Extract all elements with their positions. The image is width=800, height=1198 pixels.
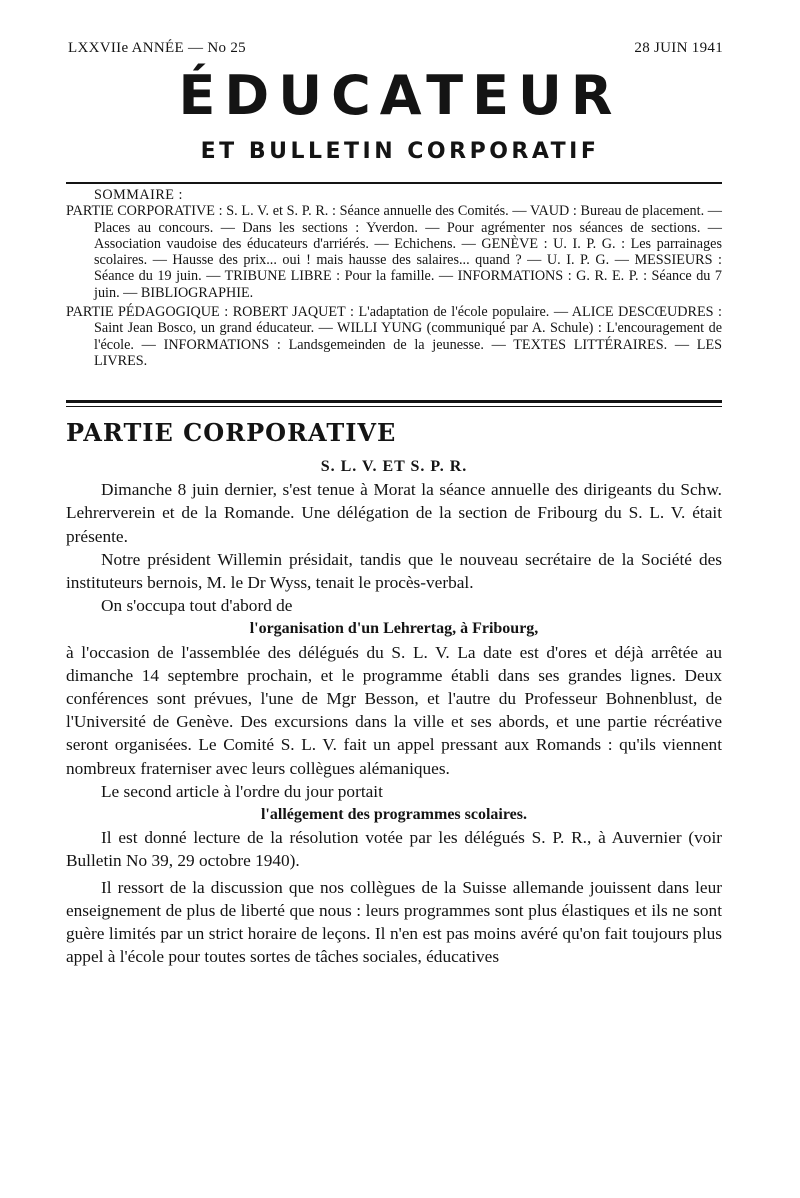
divider-double-thick: [66, 400, 722, 403]
paragraph: On s'occupa tout d'abord de: [101, 596, 293, 616]
paragraph: Il est donné lecture de la résolution votée par les délégués S. P. R., à Auvernier (voir Bulletin No 39, 29 octobre 1940).: [66, 828, 722, 871]
subheading-programmes: l'allégement des programmes scolaires.: [260, 806, 528, 824]
issue-header: [68, 40, 723, 60]
summary-corporate: PARTIE CORPORATIVE : S. L. V. et S. P. R. : Séance annuelle des Comités. — VAUD : Bureau de placement. — Places au concours. — Dans les sections : Yverdon. — Pour agrémenter nos séances de sections. — Association vaudoise des éducateurs d'arriérés. — Echichens. — GENÈVE : U. I. P. G. : Les parrainages scolaires. — Hausse des prix... oui ! mais hausse des salaires... quand ? — U. I. P. G. — MESSIEURS : Séance du 19 juin. — TRIBUNE LIBRE : Pour la famille. — INFORMATIONS : G. R. E. P. : Séance du 7 juin. — BIBLIOGRAPHIE.: [66, 203, 722, 301]
paragraph: à l'occasion de l'assemblée des délégués du S. L. V. La date est d'ores et déjà arrêtée au dimanche 14 septembre prochain, et le programme établi dans ses grandes lignes. Deux conférences sont prévues, l'une de Mgr Besson, et l'autre du Professeur Bohnenblust, de l'Université de Genève. Des excursions dans la ville et ses abords, et une partie récréative seront organisées. Le Comité S. L. V. fait un appel pressant aux Romands : qu'ils viennent nombreux fraterniser avec leurs collègues alémaniques.: [66, 642, 722, 778]
article-heading: PARTIE CORPORATIVE: [66, 418, 397, 447]
summary-block: [66, 187, 722, 369]
divider-double-thin: [66, 406, 722, 407]
paragraph: Le second article à l'ordre du jour portait: [101, 781, 383, 801]
summary-title: SOMMAIRE :: [94, 187, 183, 203]
article-body: [66, 455, 722, 968]
masthead-subtitle: ET BULLETIN CORPORATIF: [200, 139, 600, 164]
divider-top: [66, 182, 722, 184]
subheading-lehrertag: l'organisation d'un Lehrertag, à Fribourg,: [249, 620, 539, 638]
paragraph: Il ressort de la discussion que nos collègues de la Suisse allemande jouissent dans leur enseignement de plus de liberté que nous : leurs programmes sont plus élastiques et ils ne sont guère limités par un strict horaire de leçons. Il n'en est pas moins avéré qu'on fait toujours plus appel à l'école pour toutes sortes de tâches sociales, éducatives: [66, 877, 722, 967]
issue-date: 28 JUIN 1941: [634, 40, 723, 56]
paragraph: Dimanche 8 juin dernier, s'est tenue à Morat la séance annuelle des dirigeants du Schw. Lehrerverein et de la Romande. Une délégation de la section de Fribourg du S. L. V. était présente.: [66, 480, 722, 546]
summary-pedagogical: PARTIE PÉDAGOGIQUE : ROBERT JAQUET : L'adaptation de l'école populaire. — ALICE DESCŒUDRES : Saint Jean Bosco, un grand éducateur. — WILLI YUNG (communiqué par A. Schule) : L'encouragement de l'école. — INFORMATIONS : Landsgemeinden de la jeunesse. — TEXTES LITTÉRAIRES. — LES LIVRES.: [66, 304, 722, 369]
issue-number: LXXVIIe ANNÉE — No 25: [68, 40, 246, 56]
paragraph: Notre président Willemin présidait, tandis que le nouveau secrétaire de la Société des instituteurs bernois, M. le Dr Wyss, tenait le procès-verbal.: [66, 549, 722, 593]
section-heading: S. L. V. ET S. P. R.: [320, 458, 468, 475]
masthead-title: ÉDUCATEUR: [178, 64, 622, 127]
